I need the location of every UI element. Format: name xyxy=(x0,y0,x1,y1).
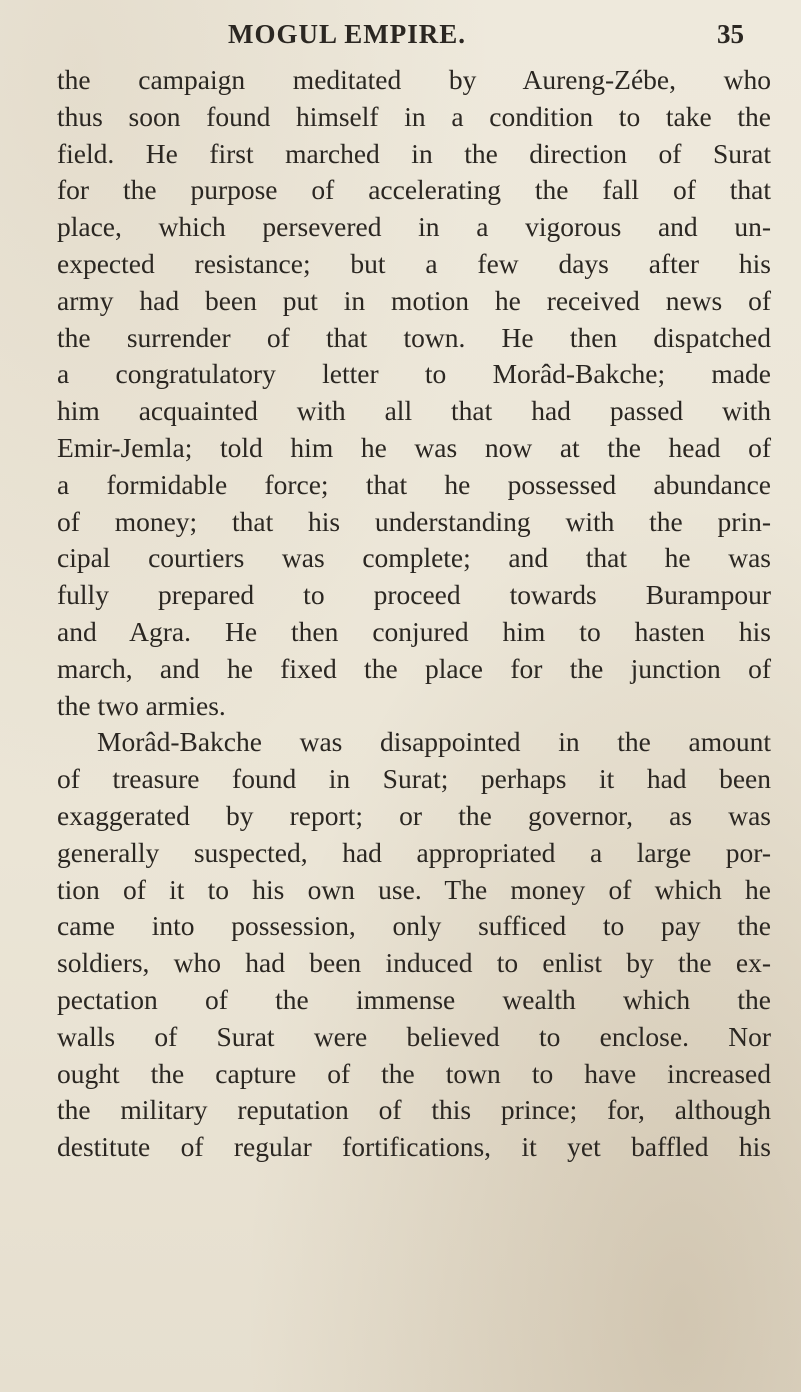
text-line: of treasure found in Surat; perhaps it had been xyxy=(57,763,771,795)
text-line: the surrender of that town. He then dispatched xyxy=(57,321,771,353)
text-line: and Agra. He then conjured him to hasten his xyxy=(57,615,771,647)
text-line: cipal courtiers was complete; and that he was xyxy=(57,542,771,574)
running-head xyxy=(0,14,801,54)
body-text xyxy=(57,62,771,1166)
text-line: pectation of the immense wealth which the xyxy=(57,983,771,1015)
text-line: soldiers, who had been induced to enlist by the ex- xyxy=(57,947,771,979)
text-line: march, and he fixed the place for the junction of xyxy=(57,652,771,684)
text-line: a formidable force; that he possessed abundance xyxy=(57,468,771,500)
text-line: walls of Surat were believed to enclose. Nor xyxy=(57,1020,771,1052)
text-line: fully prepared to proceed towards Burampour xyxy=(57,579,771,611)
text-line: field. He first marched in the direction of Surat xyxy=(57,137,771,169)
text-line: the military reputation of this prince; for, although xyxy=(57,1094,771,1126)
text-line: a congratulatory letter to Morâd-Bakche; made xyxy=(57,358,771,390)
text-line: generally suspected, had appropriated a large por- xyxy=(57,836,771,868)
text-line: place, which persevered in a vigorous and un- xyxy=(57,211,771,243)
paragraph-start-line: Morâd-Bakche was disappointed in the amount xyxy=(97,726,771,758)
text-line: the campaign meditated by Aureng-Zébe, who xyxy=(57,64,771,95)
text-line: him acquainted with all that had passed with xyxy=(57,395,771,427)
text-line: Emir-Jemla; told him he was now at the head of xyxy=(57,431,771,463)
text-line: thus soon found himself in a condition to take the xyxy=(57,100,771,132)
text-line: for the purpose of accelerating the fall of that xyxy=(57,174,771,206)
text-line: ought the capture of the town to have increased xyxy=(57,1057,771,1089)
text-line: expected resistance; but a few days after his xyxy=(57,247,771,279)
text-line: army had been put in motion he received news of xyxy=(57,284,771,316)
page-number: 35 xyxy=(717,19,744,49)
text-line: of money; that his understanding with the prin- xyxy=(57,505,771,537)
paragraph-end-line: the two armies. xyxy=(57,689,226,721)
text-line: destitute of regular fortifications, it yet baffled his xyxy=(57,1131,771,1163)
text-line: came into possession, only sufficed to pay the xyxy=(57,910,771,942)
text-line: exaggerated by report; or the governor, as was xyxy=(57,799,771,831)
text-line: tion of it to his own use. The money of which he xyxy=(57,873,771,905)
running-title: MOGUL EMPIRE. xyxy=(228,19,467,49)
